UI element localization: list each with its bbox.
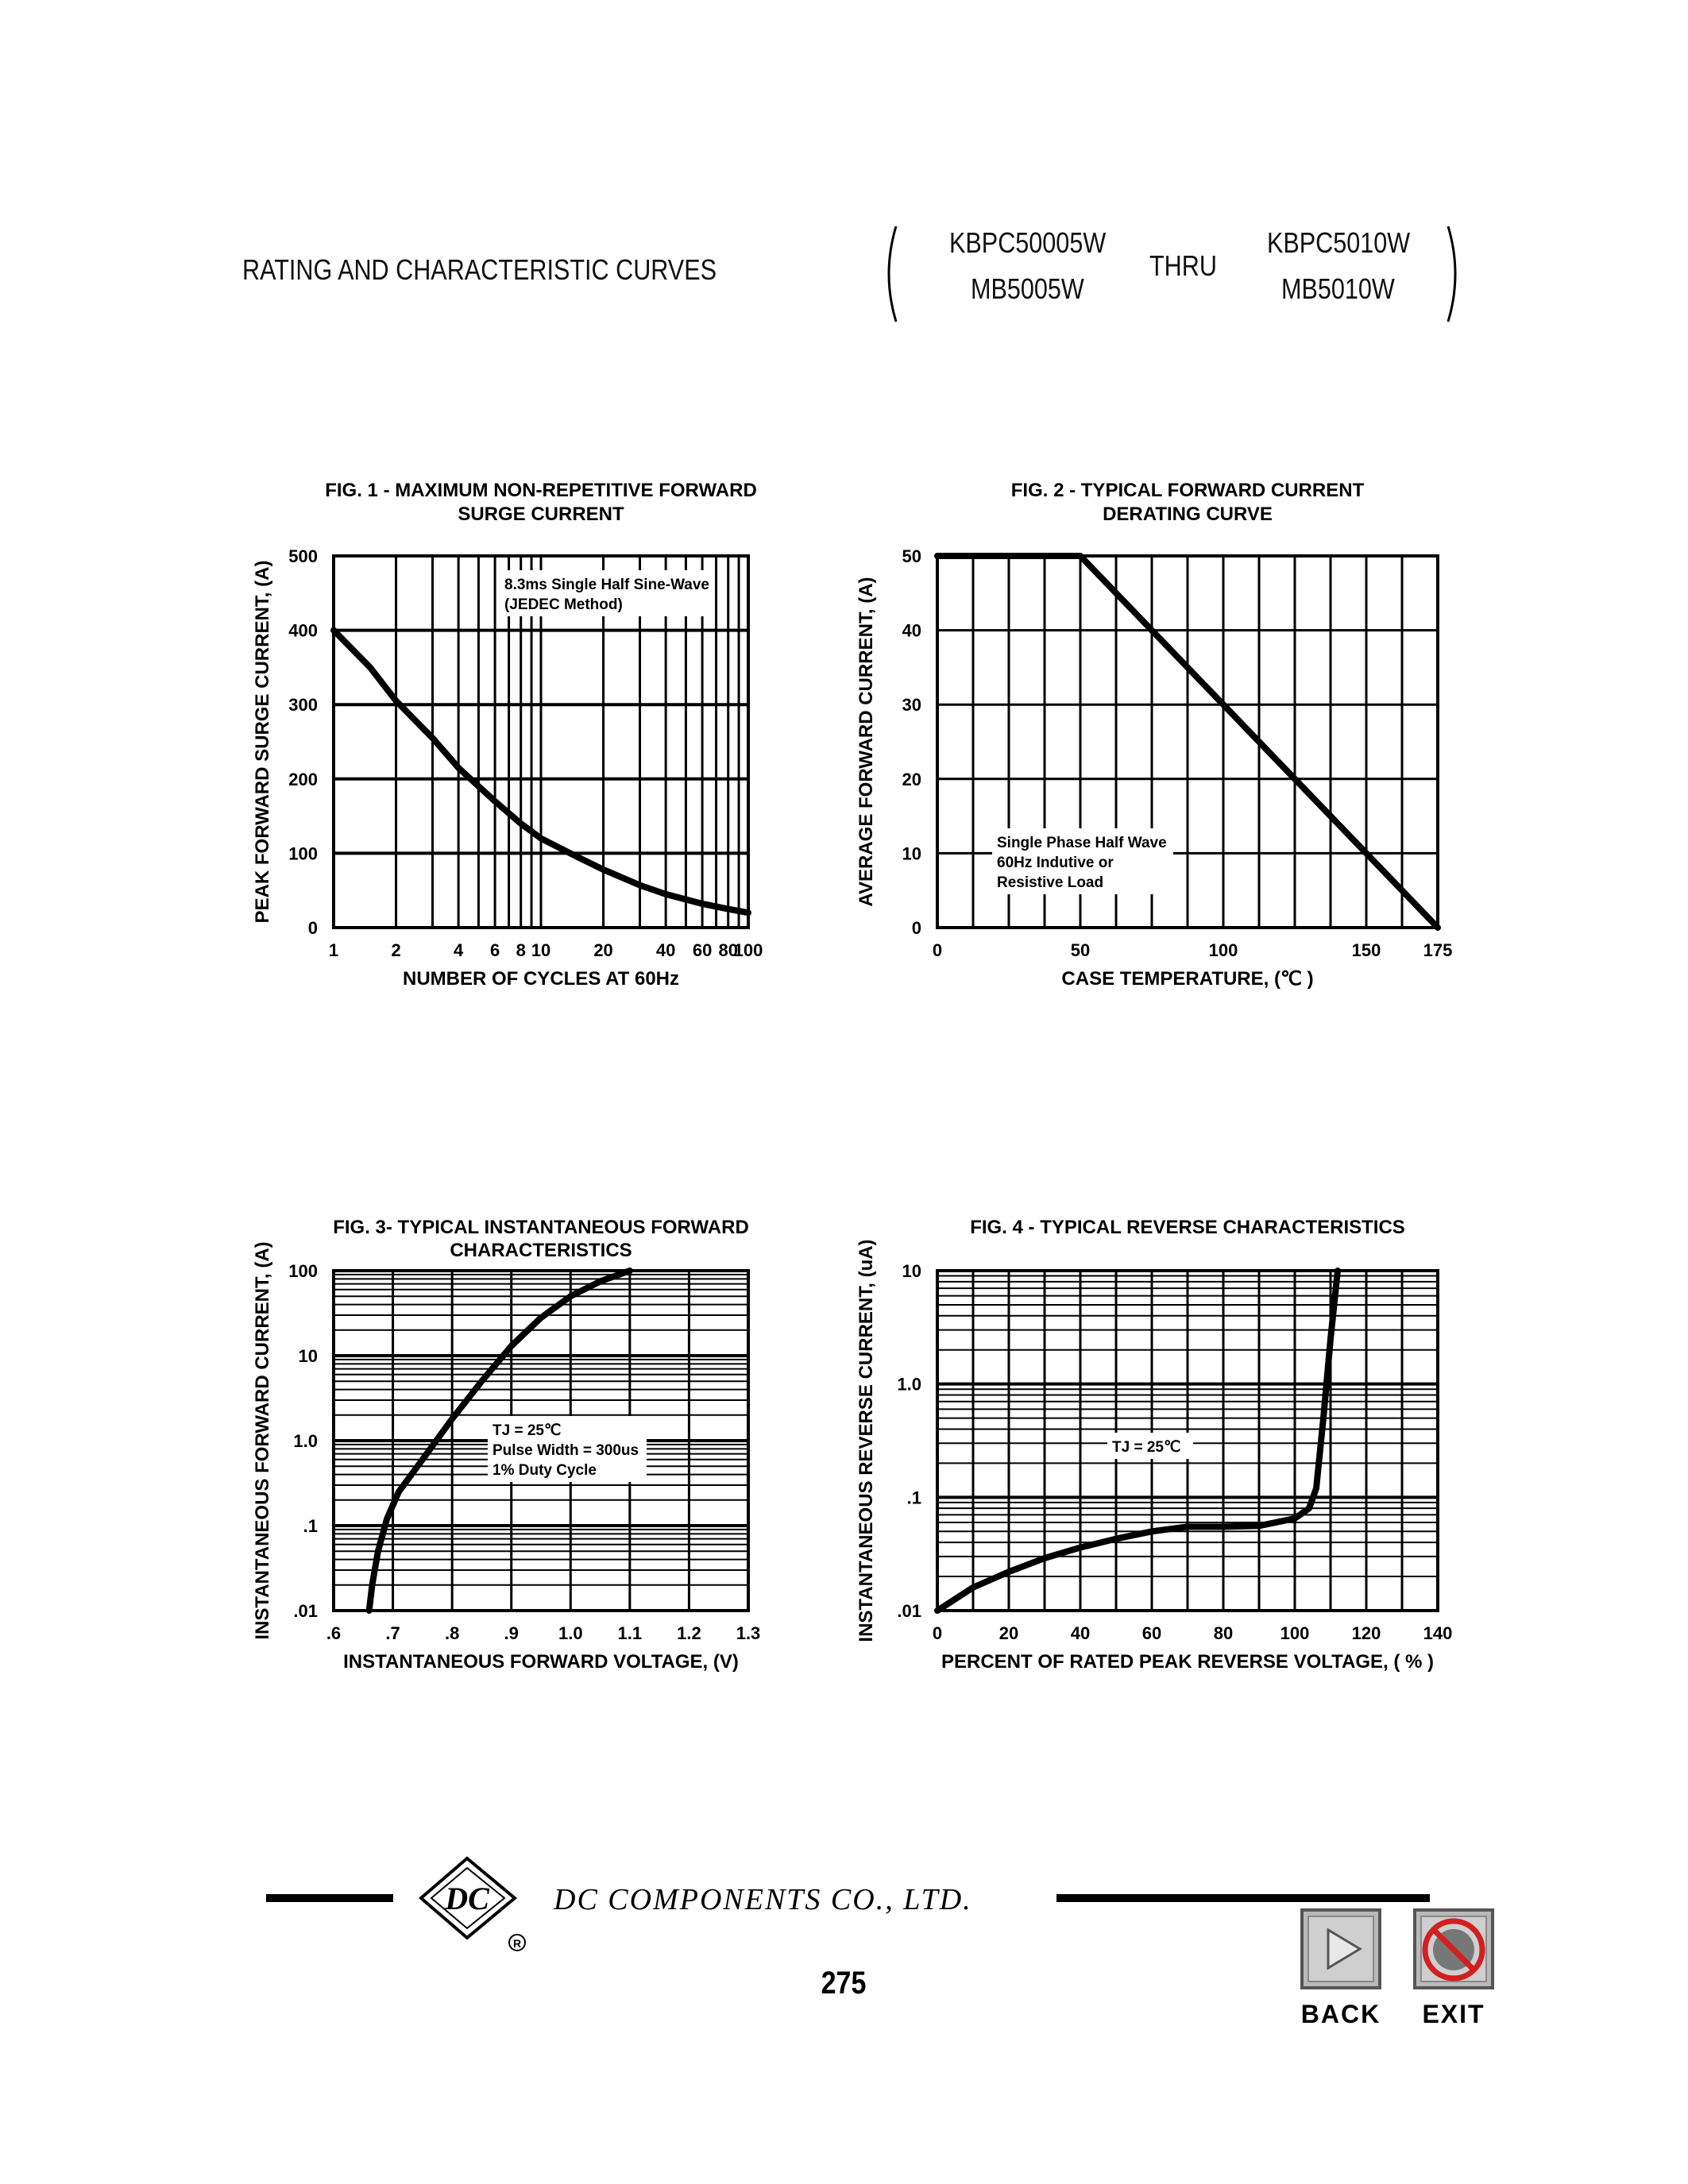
x-tick-label: 20 xyxy=(999,1623,1019,1643)
y-axis-label: INSTANTANEOUS FORWARD CURRENT, (A) xyxy=(252,1241,273,1640)
x-tick-label: 1 xyxy=(328,940,339,960)
x-tick-label: .7 xyxy=(385,1623,400,1643)
x-tick-label: 80 xyxy=(718,940,738,960)
chart-subtitle: DERATING CURVE xyxy=(1103,504,1273,525)
chart-title: FIG. 3- TYPICAL INSTANTANEOUS FORWARD xyxy=(333,1217,749,1238)
company-name: DC COMPONENTS CO., LTD. xyxy=(554,1883,972,1916)
y-tick-label: 500 xyxy=(288,546,318,566)
y-tick-label: 20 xyxy=(902,769,921,789)
fig1-chart xyxy=(252,480,763,990)
fig4-chart xyxy=(856,1217,1452,1673)
chart-title: FIG. 1 - MAXIMUM NON-REPETITIVE FORWARD xyxy=(325,480,757,501)
right-paren xyxy=(1448,226,1455,322)
y-tick-label: .1 xyxy=(303,1516,318,1536)
x-tick-label: 40 xyxy=(655,940,676,960)
chart-title: FIG. 2 - TYPICAL FORWARD CURRENT xyxy=(1010,480,1365,501)
x-axis-label: PERCENT OF RATED PEAK REVERSE VOLTAGE, ( % ) xyxy=(941,1651,1435,1673)
y-tick-label: .1 xyxy=(906,1488,921,1508)
x-tick-label: 10 xyxy=(531,940,551,960)
exit-button[interactable] xyxy=(1415,1910,1493,2028)
x-tick-label: .6 xyxy=(326,1623,342,1643)
fig2-chart xyxy=(856,480,1452,990)
x-axis-label: NUMBER OF CYCLES AT 60Hz xyxy=(402,968,680,990)
y-tick-label: 300 xyxy=(288,695,318,716)
x-axis-label: CASE TEMPERATURE, (℃ ) xyxy=(1061,968,1314,990)
back-button[interactable] xyxy=(1301,1910,1381,2028)
annotation-line: Resistive Load xyxy=(997,874,1104,891)
x-tick-label: .8 xyxy=(444,1623,460,1643)
annotation-line: 60Hz Indutive or xyxy=(997,855,1114,871)
y-tick-label: 0 xyxy=(307,918,318,938)
x-tick-label: 100 xyxy=(1280,1623,1310,1643)
x-tick-label: 175 xyxy=(1423,940,1453,960)
annotation-line: Pulse Width = 300us xyxy=(492,1442,639,1459)
y-tick-label: 0 xyxy=(911,918,921,938)
y-axis-label: AVERAGE FORWARD CURRENT, (A) xyxy=(856,577,877,907)
x-tick-label: 100 xyxy=(733,940,763,960)
y-tick-label: 200 xyxy=(288,769,318,789)
part-from-1: KBPC50005W xyxy=(949,227,1107,260)
annotation-line: TJ = 25℃ xyxy=(492,1422,562,1439)
y-tick-label: .01 xyxy=(293,1601,318,1621)
chart-subtitle: SURGE CURRENT xyxy=(458,504,624,525)
y-tick-label: 1.0 xyxy=(897,1374,921,1395)
x-tick-label: 0 xyxy=(932,1623,943,1643)
x-tick-label: 6 xyxy=(489,940,500,960)
back-label: BACK xyxy=(1300,2000,1381,2028)
x-tick-label: 140 xyxy=(1423,1623,1453,1643)
chart-title: FIG. 4 - TYPICAL REVERSE CHARACTERISTICS xyxy=(970,1217,1405,1238)
chart-subtitle: CHARACTERISTICS xyxy=(450,1240,632,1261)
x-tick-label: 100 xyxy=(1208,940,1238,960)
x-tick-label: 50 xyxy=(1070,940,1091,960)
y-tick-label: 50 xyxy=(902,546,921,566)
page-number: 275 xyxy=(821,1964,867,2001)
part-to-1: KBPC5010W xyxy=(1267,227,1411,260)
annotation-line: 8.3ms Single Half Sine-Wave xyxy=(504,577,709,593)
logo-text: DC xyxy=(445,1881,489,1916)
x-tick-label: 40 xyxy=(1070,1623,1091,1643)
registered-mark: R xyxy=(512,1937,522,1950)
y-tick-label: 30 xyxy=(902,695,921,716)
y-tick-label: 1.0 xyxy=(293,1431,318,1451)
fig3-chart xyxy=(252,1217,760,1673)
y-tick-label: 40 xyxy=(902,620,921,641)
part-from-2: MB5005W xyxy=(971,273,1084,306)
left-paren xyxy=(889,226,896,322)
company-logo xyxy=(421,1858,525,1951)
x-axis-label: INSTANTANEOUS FORWARD VOLTAGE, (V) xyxy=(343,1651,739,1673)
exit-label: EXIT xyxy=(1422,2000,1485,2028)
x-tick-label: 4 xyxy=(454,940,464,960)
part-to-2: MB5010W xyxy=(1281,273,1395,306)
x-tick-label: 60 xyxy=(692,940,713,960)
x-tick-label: 0 xyxy=(932,940,943,960)
thru-label: THRU xyxy=(1149,250,1217,283)
annotation-line: TJ = 25℃ xyxy=(1112,1439,1181,1456)
annotation-line: (JEDEC Method) xyxy=(504,596,623,613)
annotation-line: 1% Duty Cycle xyxy=(492,1462,597,1479)
footer-rule-right xyxy=(1056,1894,1430,1902)
annotation-line: Single Phase Half Wave xyxy=(997,835,1167,851)
no-entry-icon xyxy=(1425,1921,1482,1978)
x-tick-label: .9 xyxy=(504,1623,519,1643)
x-tick-label: 1.3 xyxy=(736,1623,761,1643)
x-tick-label: 20 xyxy=(593,940,613,960)
y-tick-label: 400 xyxy=(288,620,318,641)
y-tick-label: 10 xyxy=(298,1346,318,1366)
y-tick-label: 100 xyxy=(288,1261,318,1281)
y-tick-label: 10 xyxy=(902,843,921,864)
x-tick-label: 1.2 xyxy=(677,1623,701,1643)
x-tick-label: 2 xyxy=(391,940,401,960)
footer-rule-left xyxy=(266,1894,393,1902)
y-axis-label: PEAK FORWARD SURGE CURRENT, (A) xyxy=(252,560,273,924)
page-title: RATING AND CHARACTERISTIC CURVES xyxy=(242,254,717,287)
x-tick-label: 120 xyxy=(1351,1623,1381,1643)
x-tick-label: 1.0 xyxy=(558,1623,583,1643)
y-tick-label: 10 xyxy=(902,1261,921,1281)
y-tick-label: 100 xyxy=(288,843,318,864)
x-tick-label: 1.1 xyxy=(617,1623,643,1643)
x-tick-label: 60 xyxy=(1141,1623,1162,1643)
x-tick-label: 150 xyxy=(1351,940,1381,960)
x-tick-label: 80 xyxy=(1213,1623,1234,1643)
x-tick-label: 8 xyxy=(516,940,526,960)
y-tick-label: .01 xyxy=(897,1601,921,1621)
y-axis-label: INSTANTANEOUS REVERSE CURRENT, (uA) xyxy=(856,1239,877,1642)
